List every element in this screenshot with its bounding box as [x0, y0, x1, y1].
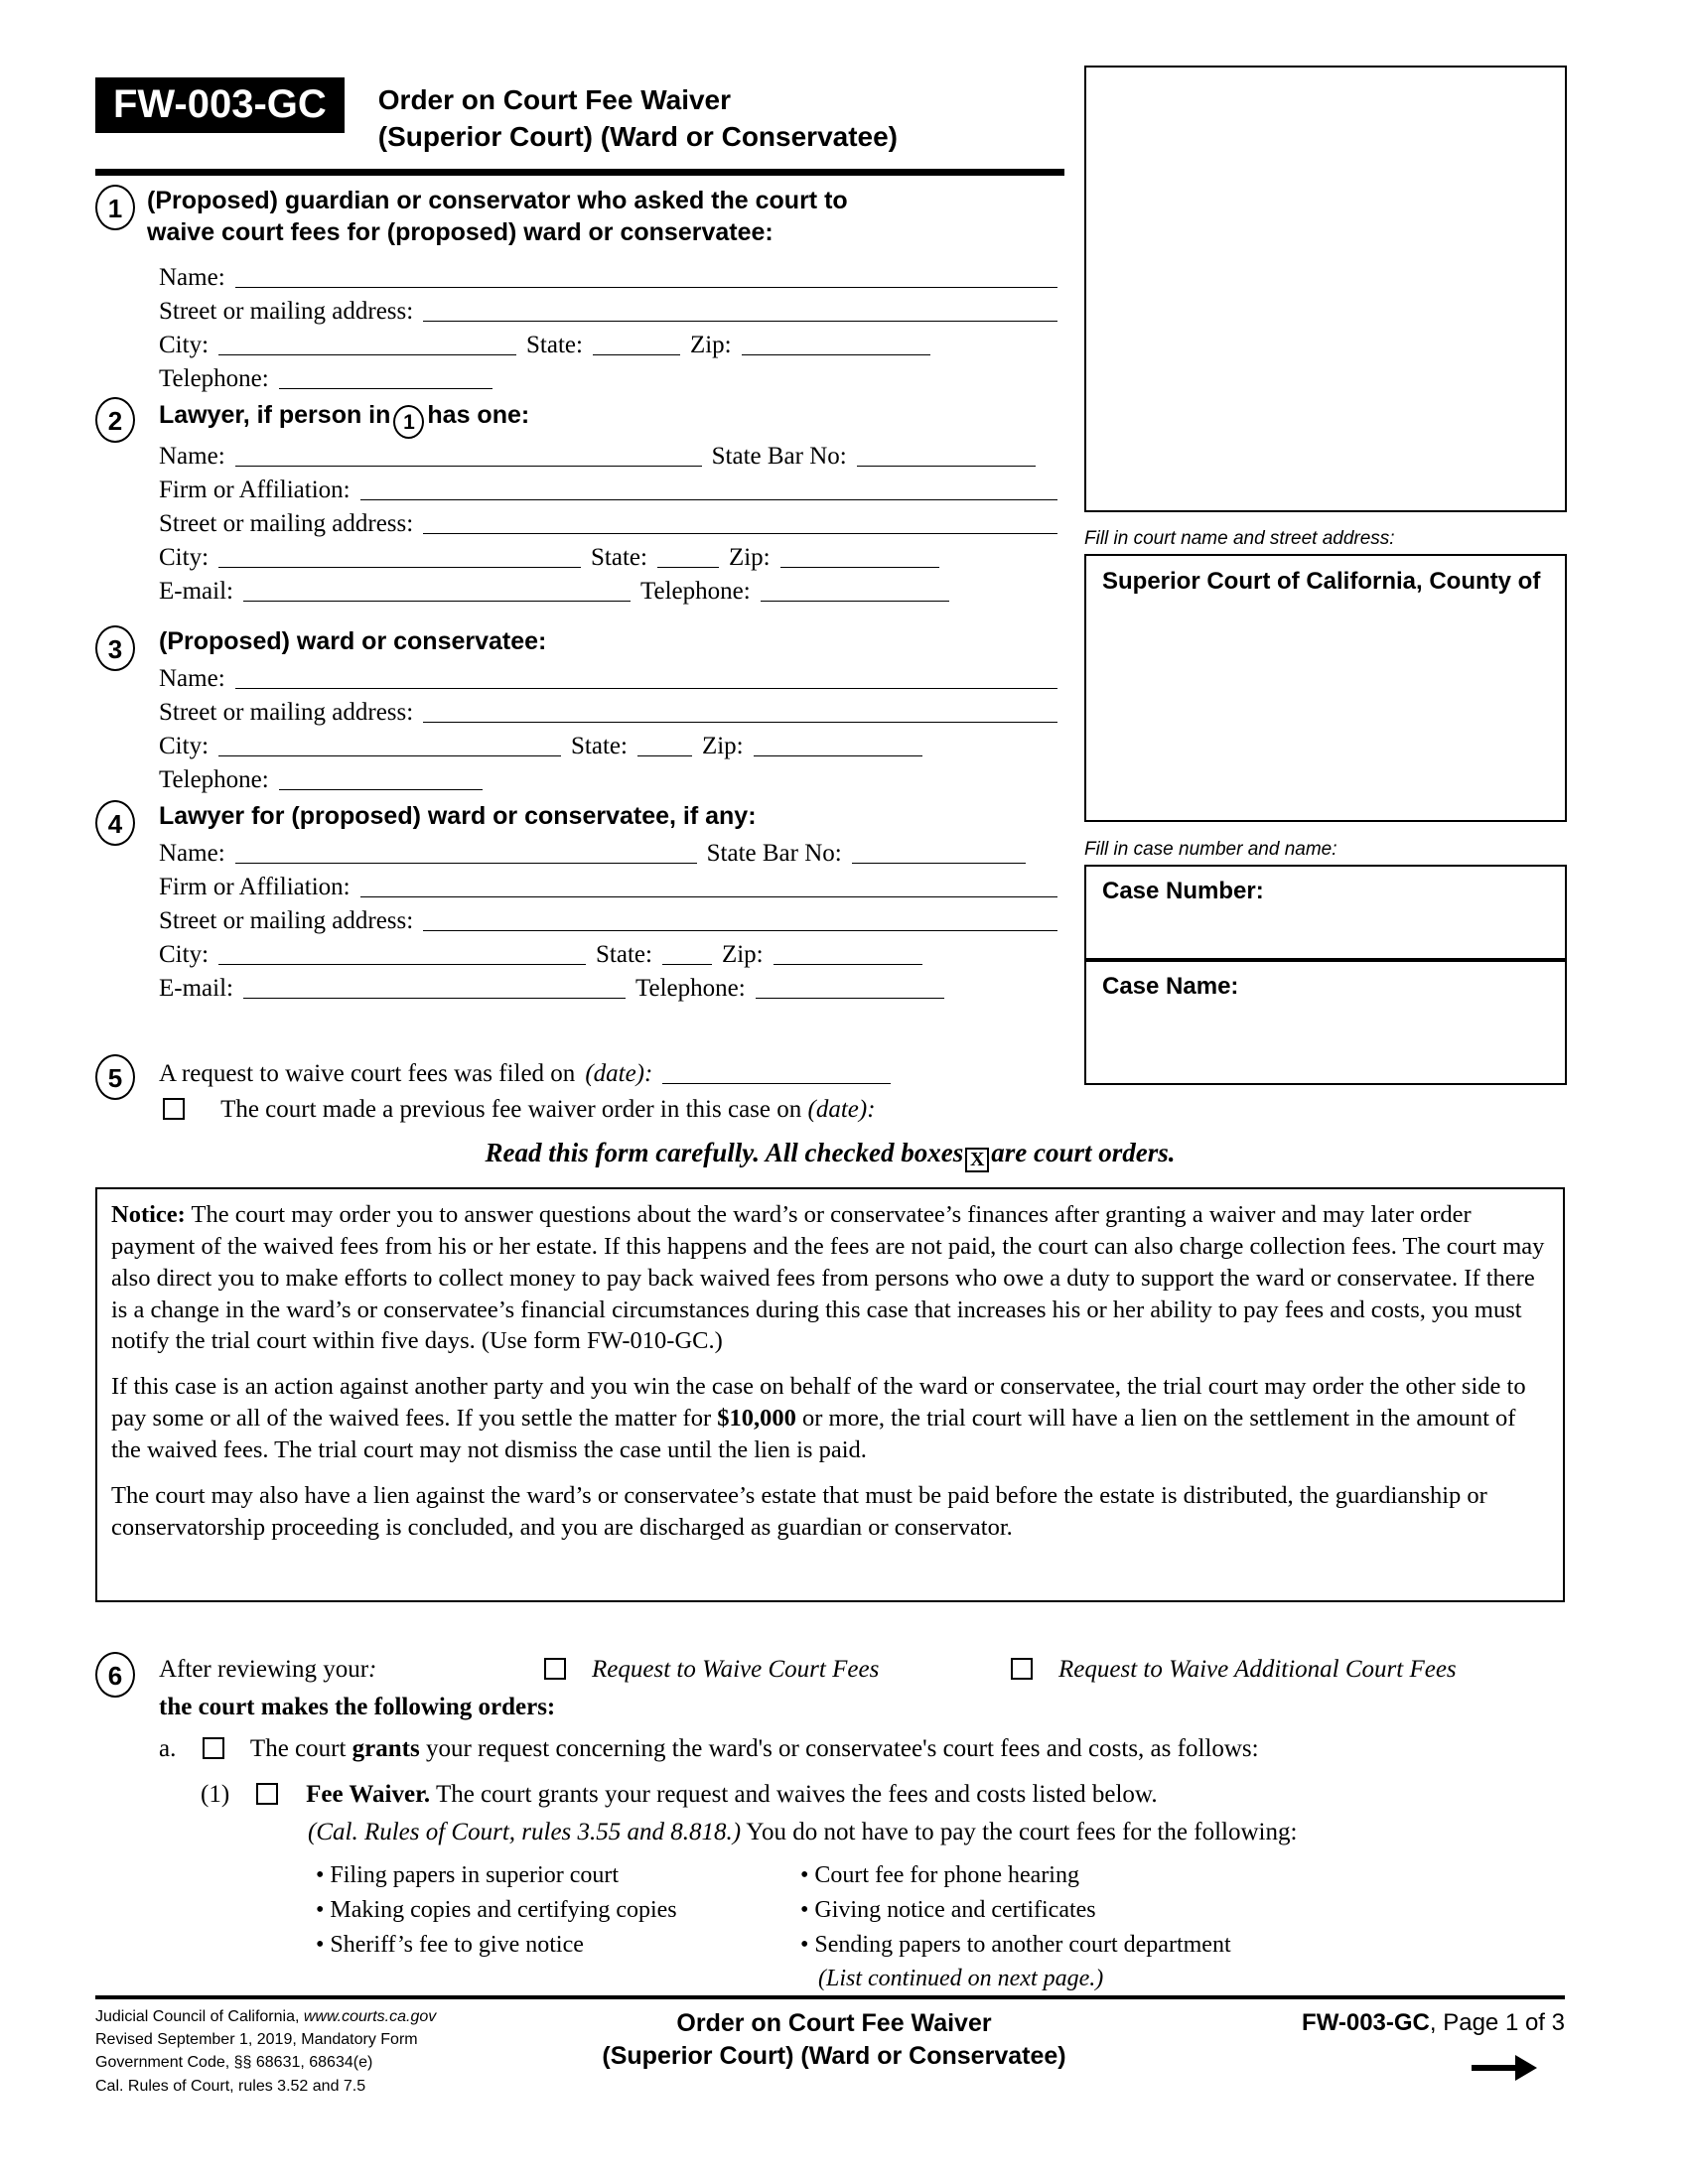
section-6-item-a-row — [159, 1735, 1259, 1763]
section-1-heading — [147, 185, 1070, 248]
s4-telephone-input[interactable] — [756, 998, 944, 999]
section-2-number: 2 — [95, 397, 135, 443]
s2-state-label: State: — [591, 544, 647, 571]
section-4-heading: Lawyer for (proposed) ward or conservatee, if any: — [159, 802, 757, 830]
section-2-heading-before: Lawyer, if person in — [159, 401, 391, 429]
s1-telephone-input[interactable] — [279, 388, 492, 389]
section-6-rules-row — [308, 1819, 1297, 1846]
s5-previous-order-checkbox[interactable] — [163, 1098, 185, 1120]
notice-settlement-amount: $10,000 — [717, 1405, 796, 1433]
s2-street-row — [159, 506, 1057, 538]
section-3-number: 3 — [95, 625, 135, 671]
section-3-heading: (Proposed) ward or conservatee: — [159, 627, 547, 655]
s4-email-input[interactable] — [243, 998, 626, 999]
s3-name-row — [159, 661, 1057, 693]
form-header — [95, 77, 1068, 155]
s4-state-input[interactable] — [662, 964, 712, 965]
s5-filed-date-input[interactable] — [662, 1083, 891, 1084]
s4-name-label: Name: — [159, 840, 225, 867]
list-continued-note: (List continued on next page.) — [818, 1966, 1104, 1992]
section-5-number: 5 — [95, 1054, 135, 1100]
fee-bullet-text: Court fee for phone hearing — [814, 1862, 1079, 1888]
s3-name-label: Name: — [159, 665, 225, 692]
section-6-item-1-marker: (1) — [201, 1781, 230, 1808]
section-2-heading-after: has one: — [427, 401, 530, 429]
section-6-option-1-label: Request to Waive Court Fees — [592, 1656, 880, 1683]
s2-zip-label: Zip: — [728, 544, 771, 571]
fee-bullet-item: • Sending papers to another court department — [800, 1931, 1231, 1958]
s4-name-row — [159, 836, 1057, 868]
s2-telephone-input[interactable] — [761, 601, 949, 602]
s2-street-input[interactable] — [423, 533, 1057, 534]
section-6-item-1-row — [201, 1781, 1158, 1809]
s2-email-row — [159, 574, 1057, 606]
court-address-caption: Fill in court name and street address: — [1084, 528, 1395, 549]
section-2-heading-circle-1: 1 — [393, 405, 424, 439]
form-title-line1: Order on Court Fee Waiver — [377, 84, 732, 115]
clerk-stamp-box[interactable] — [1084, 66, 1567, 512]
s1-state-label: State: — [526, 332, 583, 358]
s1-zip-input[interactable] — [742, 354, 930, 355]
s3-state-label: State: — [571, 733, 628, 759]
s2-firm-input[interactable] — [360, 499, 1057, 500]
section-6-item-a-before: The court — [249, 1735, 352, 1762]
fee-bullet-item: • Giving notice and certificates — [800, 1896, 1096, 1923]
section-6-number: 6 — [95, 1652, 135, 1698]
section-6-rules-after: You do not have to pay the court fees for the following: — [741, 1819, 1298, 1845]
s5-previous-order-date-hint: (date): — [807, 1096, 876, 1123]
section-1-number: 1 — [95, 185, 135, 230]
s5-filed-date-hint: (date): — [585, 1060, 653, 1087]
section-6-item-a-grants: grants — [352, 1735, 420, 1762]
s4-street-row — [159, 903, 1057, 935]
s2-statebar-input[interactable] — [857, 466, 1036, 467]
notice-box — [95, 1187, 1565, 1602]
s4-city-label: City: — [159, 941, 210, 968]
s2-name-input[interactable] — [235, 466, 702, 467]
read-carefully-after: are court orders. — [991, 1138, 1176, 1167]
s2-telephone-label: Telephone: — [639, 578, 751, 605]
s1-city-row — [159, 328, 1057, 359]
notice-paragraph-1 — [111, 1199, 1549, 1357]
s4-telephone-label: Telephone: — [634, 975, 746, 1002]
s1-telephone-label: Telephone: — [159, 365, 269, 392]
footer-page-number: , Page 1 of 3 — [1429, 2009, 1565, 2036]
footer-title-line1: Order on Court Fee Waiver — [676, 2009, 992, 2037]
s4-zip-input[interactable] — [774, 964, 922, 965]
s3-street-input[interactable] — [423, 722, 1057, 723]
case-info-caption: Fill in case number and name: — [1084, 839, 1337, 860]
s3-street-label: Street or mailing address: — [159, 699, 414, 726]
s3-zip-label: Zip: — [701, 733, 744, 759]
s1-street-row — [159, 294, 1057, 326]
fee-bullet-text: Sheriff’s fee to give notice — [330, 1931, 584, 1958]
notice-paragraph-3: The court may also have a lien against the ward’s or conservatee’s estate that must be paid before the estate is distributed, the guardianship or conservatorship proceeding is concluded, and you are discharged as guardian or conservator. — [111, 1481, 1487, 1541]
s2-name-row — [159, 439, 1057, 471]
section-6-intro-row — [159, 1656, 376, 1684]
footer-revised-line: Revised September 1, 2019, Mandatory Form — [95, 2031, 418, 2049]
notice-lead-label: Notice: — [111, 1201, 186, 1228]
footer-page-info — [1172, 2009, 1565, 2037]
s4-firm-row — [159, 870, 1057, 901]
s1-city-input[interactable] — [218, 354, 516, 355]
section-6-intro-text: After reviewing your — [159, 1656, 369, 1683]
s5-previous-order-text: The court made a previous fee waiver order in this case on — [220, 1096, 802, 1123]
s2-firm-label: Firm or Affiliation: — [159, 477, 351, 503]
s2-street-label: Street or mailing address: — [159, 510, 414, 537]
s3-city-label: City: — [159, 733, 210, 759]
fee-bullets-right — [800, 1858, 1495, 1996]
s3-zip-input[interactable] — [754, 755, 922, 756]
footer-title-line2: (Superior Court) (Ward or Conservatee) — [602, 2041, 1066, 2070]
notice-paragraph-2-part-a: If this case is an action against another party and you win the case on behalf of the ward or conservatee, the trial court may order the other side to pay some or all of the waived fees. If you settle the matter for — [111, 1373, 1526, 1433]
s4-city-row — [159, 937, 1057, 969]
s3-name-input[interactable] — [235, 688, 1057, 689]
section-1-heading-line1: (Proposed) guardian or conservator who asked the court to — [147, 187, 848, 214]
s4-statebar-label: State Bar No: — [706, 840, 842, 867]
read-carefully-before: Read this form carefully. All checked boxes — [485, 1138, 964, 1167]
section-6-fee-waiver-label: Fee Waiver. — [306, 1781, 431, 1808]
notice-paragraph-2 — [111, 1371, 1549, 1466]
s3-telephone-label: Telephone: — [159, 766, 269, 793]
header-divider — [95, 169, 1064, 176]
section-6-item-1-checkbox[interactable] — [256, 1783, 278, 1805]
s2-name-label: Name: — [159, 443, 225, 470]
s4-street-input[interactable] — [423, 930, 1057, 931]
section-6-rules-citation: (Cal. Rules of Court, rules 3.55 and 8.818.) — [308, 1819, 742, 1845]
notice-paragraph-2-part-b: or more, the trial court will have a lien on the settlement in the amount of the waived fees. The trial court may not dismiss the case until the lien is paid. — [111, 1405, 1516, 1463]
s4-statebar-input[interactable] — [852, 863, 1026, 864]
section-6-item-a-after: your request concerning the ward's or conservatee's court fees and costs, as follows: — [419, 1735, 1259, 1762]
s3-telephone-input[interactable] — [279, 789, 483, 790]
case-number-label: Case Number: — [1102, 878, 1264, 904]
section-6-item-a-checkbox[interactable] — [203, 1737, 224, 1759]
s4-name-input[interactable] — [235, 863, 697, 864]
fee-bullet-text: Making copies and certifying copies — [330, 1896, 677, 1923]
s4-firm-label: Firm or Affiliation: — [159, 874, 351, 900]
section-6-item-a-marker: a. — [159, 1735, 177, 1762]
fee-bullet-text: Filing papers in superior court — [330, 1862, 620, 1888]
s4-email-label: E-mail: — [159, 975, 233, 1002]
s2-statebar-label: State Bar No: — [711, 443, 847, 470]
section-6-intro-colon: : — [368, 1656, 377, 1683]
s4-street-label: Street or mailing address: — [159, 907, 414, 934]
s2-firm-row — [159, 473, 1057, 504]
s2-city-input[interactable] — [218, 567, 581, 568]
s3-telephone-row — [159, 762, 616, 794]
footer-government-code-line: Government Code, §§ 68631, 68634(e) — [95, 2054, 373, 2072]
s4-city-input[interactable] — [218, 964, 586, 965]
section-2-heading — [159, 399, 529, 439]
section-6-item-1-text: The court grants your request and waives the fees and costs listed below. — [430, 1781, 1158, 1808]
read-carefully-notice — [95, 1138, 1565, 1172]
form-title — [378, 77, 898, 155]
s1-city-label: City: — [159, 332, 210, 358]
form-title-line2: (Superior Court) (Ward or Conservatee) — [377, 121, 899, 153]
s3-city-input[interactable] — [218, 755, 561, 756]
s1-telephone-row — [159, 361, 616, 393]
footer-council-text: Judicial Council of California, — [95, 2008, 304, 2025]
case-name-label: Case Name: — [1102, 973, 1239, 1000]
footer-form-title — [427, 2007, 1241, 2072]
s1-street-label: Street or mailing address: — [159, 298, 414, 325]
footer-legal-info — [95, 2005, 436, 2098]
s3-state-input[interactable] — [637, 755, 692, 756]
s4-firm-input[interactable] — [360, 896, 1057, 897]
fee-bullet-item: • Making copies and certifying copies — [316, 1896, 677, 1923]
section-1-heading-line2: waive court fees for (proposed) ward or conservatee: — [147, 218, 774, 246]
fee-bullet-item: • Court fee for phone hearing — [800, 1862, 1079, 1888]
s4-state-label: State: — [596, 941, 652, 968]
s1-street-input[interactable] — [423, 321, 1057, 322]
fee-bullets-left — [316, 1858, 782, 1962]
fee-bullet-item: • Sheriff’s fee to give notice — [316, 1931, 584, 1958]
section-6-option-1-checkbox[interactable] — [544, 1658, 566, 1680]
footer-divider — [95, 1995, 1565, 1999]
court-name-label: Superior Court of California, County of — [1102, 568, 1541, 595]
section-6-option-2-row — [1011, 1656, 1457, 1684]
section-6-option-2-label: Request to Waive Additional Court Fees — [1058, 1656, 1457, 1683]
section-6-option-1-row — [544, 1656, 879, 1684]
s2-city-label: City: — [159, 544, 210, 571]
s1-name-input[interactable] — [235, 287, 1057, 288]
fee-bullet-text: Giving notice and certificates — [814, 1896, 1096, 1923]
s1-state-input[interactable] — [593, 354, 680, 355]
fee-bullet-text: Sending papers to another court department — [814, 1931, 1231, 1958]
s2-email-input[interactable] — [243, 601, 631, 602]
s2-city-row — [159, 540, 1057, 572]
s5-filed-row — [159, 1056, 1043, 1088]
s4-email-row — [159, 971, 1057, 1003]
section-6-option-2-checkbox[interactable] — [1011, 1658, 1033, 1680]
notice-paragraph-1-text: The court may order you to answer questions about the ward’s or conservatee’s finances after granting a waiver and may later order payment of the waived fees from his or her estate. If this happens and the fees are not paid, the court can also charge collection fees. The court may also direct you to make efforts to collect money to pay back waived fees from persons who owe a duty to support the ward or conservatee. If there is a change in the ward’s or conservatee’s financial circumstances during this case that increases his or her ability to pay fees and costs, you must notify the trial court within five days. (Use form FW-010-GC.) — [111, 1201, 1545, 1355]
fee-bullet-item: • Filing papers in superior court — [316, 1862, 620, 1888]
next-page-arrow-icon — [1470, 2051, 1539, 2090]
s5-previous-order-row — [163, 1096, 876, 1124]
s4-zip-label: Zip: — [721, 941, 764, 968]
s1-name-label: Name: — [159, 264, 225, 291]
footer-form-code: FW-003-GC — [1302, 2009, 1430, 2036]
s1-zip-label: Zip: — [689, 332, 732, 358]
section-6-intro-line2: the court makes the following orders: — [159, 1694, 556, 1720]
footer-rules-line: Cal. Rules of Court, rules 3.52 and 7.5 — [95, 2077, 366, 2095]
s5-filed-text: A request to waive court fees was filed on — [159, 1060, 576, 1087]
footer-council-line — [95, 2005, 436, 2028]
form-number-badge: FW-003-GC — [95, 77, 345, 133]
s3-city-row — [159, 729, 1057, 760]
s2-email-label: E-mail: — [159, 578, 233, 605]
s3-street-row — [159, 695, 1057, 727]
s2-state-input[interactable] — [657, 567, 719, 568]
s1-name-row — [159, 260, 1057, 292]
footer-website-url: www.courts.ca.gov — [303, 2008, 437, 2025]
section-4-number: 4 — [95, 800, 135, 846]
checked-box-x-icon: X — [965, 1148, 989, 1172]
s2-zip-input[interactable] — [780, 567, 939, 568]
